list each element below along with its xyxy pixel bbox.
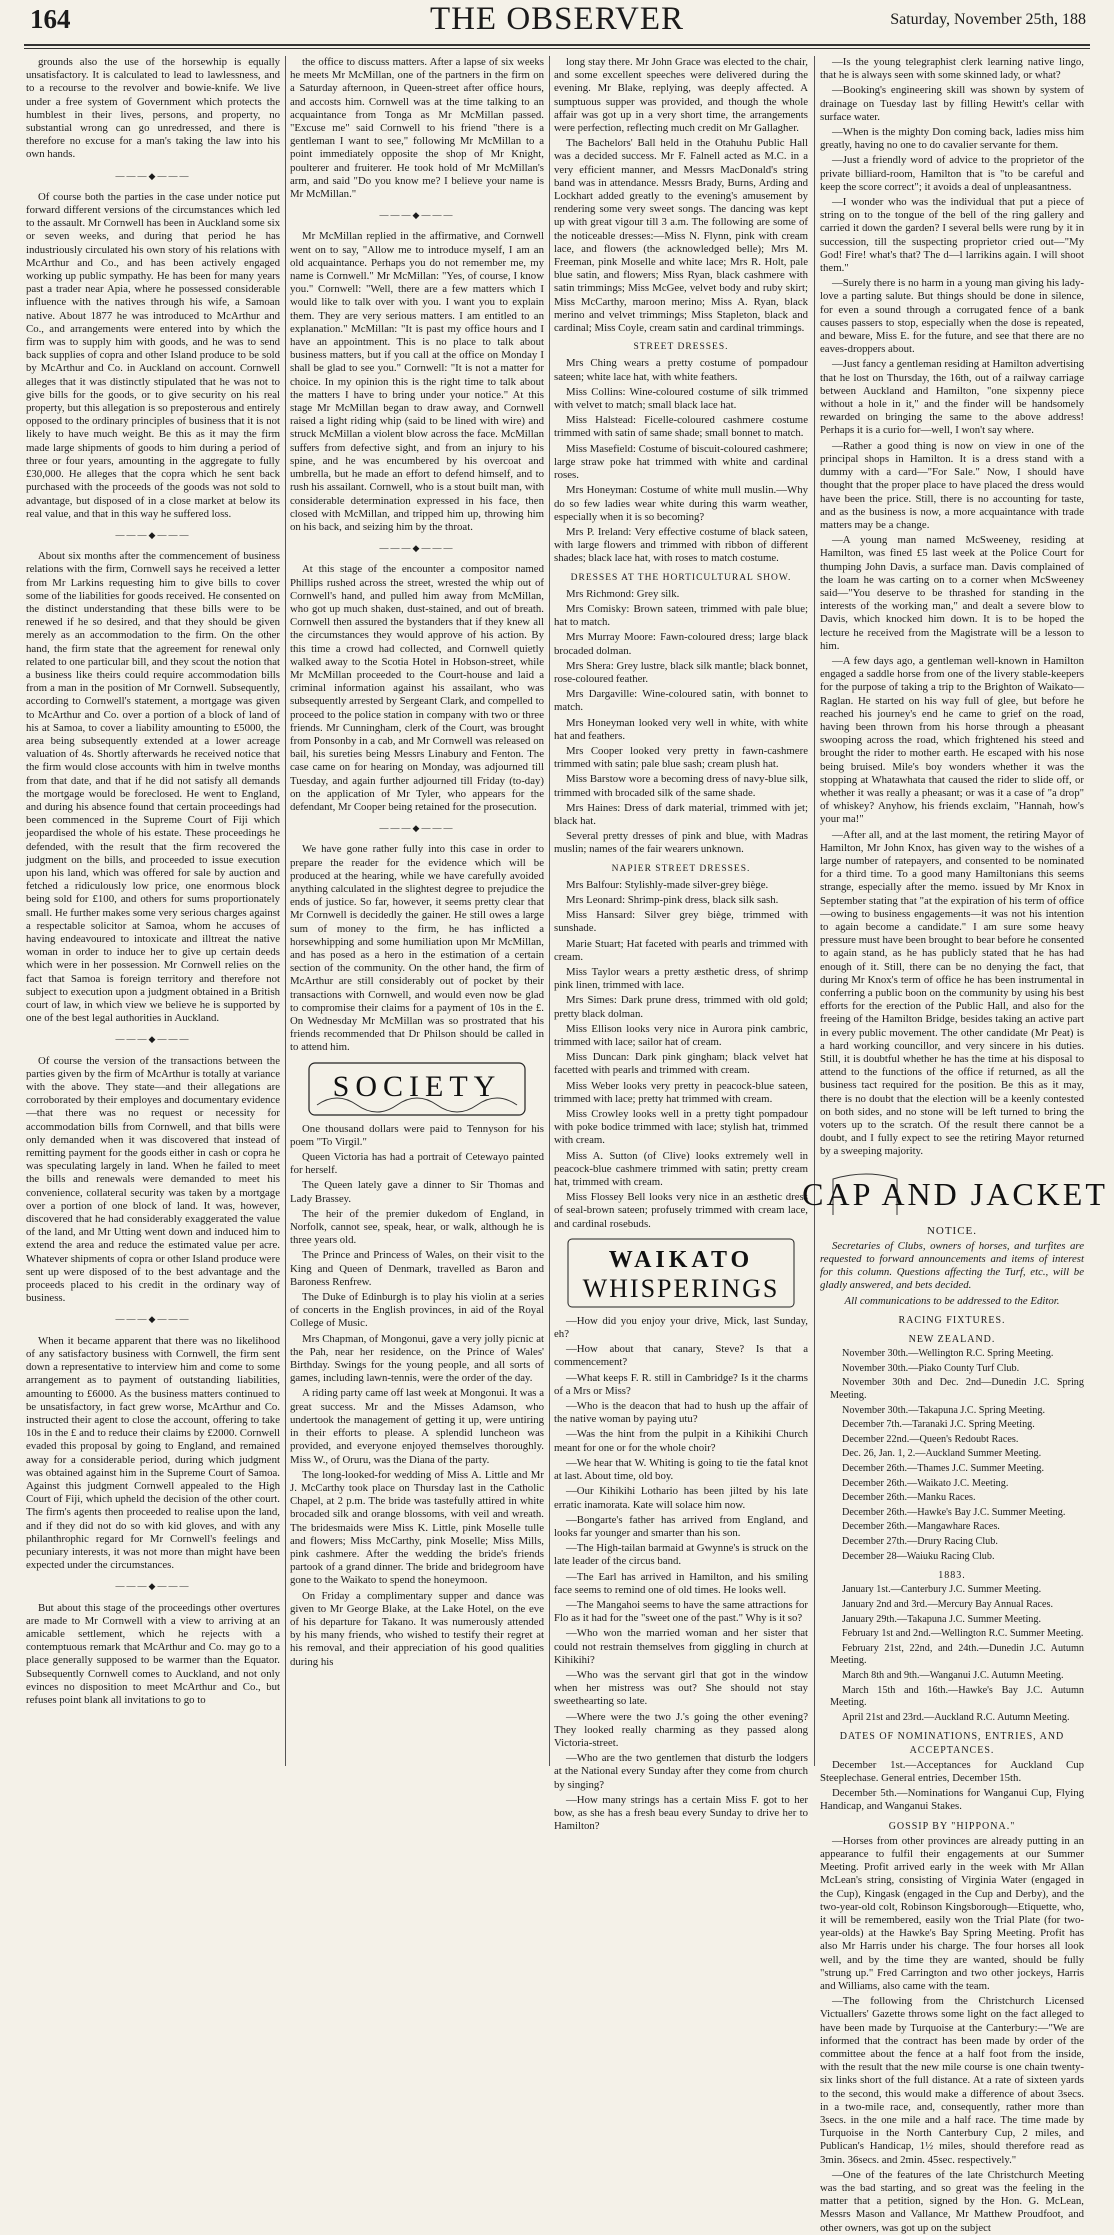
notice-address-line: All communications to be addressed to the Editor. (844, 1294, 1060, 1307)
society-banner (307, 1061, 527, 1117)
whisper-item: —Who won the married woman and her sister that could not restrain themselves from giggling in church at Kihikihi? (554, 1627, 808, 1666)
gossip-heading: GOSSIP BY "HIPPONA." (888, 1820, 1016, 1832)
column-2 (290, 56, 544, 1766)
gossip-item: —The following from the Christchurch Licensed Victuallers' Gazette throws some light on the fact alleged to have been made by Turquoise at the Canterbury:—"We are informed that the contract has been made by order of the committee about the fence at a half foot from the inside, with the result that the new mile course is one chain twenty-six links short of the full distance. At a rate of sixteen yards to the second, this would make a difference of about 3secs. in a two-mile race, and, consequently, rather more than 3secs. in the one mile and a half race. The time made by Turquoise in the North Canterbury Cup, 2 miles, and Publican's Handicap, 1½ miles, should therefore read as 3min. 36secs. and 2min. 45sec. respectively." (820, 1995, 1084, 2166)
whisper-item: —Booking's engineering skill was shown by system of drainage on Tuesday last by filling Hewitt's cellar with surface water. (820, 84, 1084, 123)
new-zealand-heading: NEW ZEALAND. (908, 1334, 996, 1346)
article-paragraph: grounds also the use of the horsewhip is equally unsatisfactory. It is calculated to lead to lawlessness, and to a recourse to the revolver and bowie-knife. We live under a free system of Government which protects the humblest in their lives, persons, and property, no substantial wrong can go unredressed, and there is therefore no excuse for a man's taking the law into his own hands. (26, 56, 280, 161)
article-paragraph: About six months after the commencement of business relations with the firm, Cornwell says he received a letter from Mr Larkins requesting him to give bills to cover some of the liabilities for goods received. He consented on the distinct understanding that these bills were to be renewed if he so desired, and that they should be given merely as an accommodation to the firm. On the other hand, the firm state that the agreement for renewal only related to one particular bill, and they scout the notion that a business like theirs could require accommodation bills from a man in the position of Mr Cornwell. Subsequently, according to Cornwell's statement, a mortgage was given to McArthur and Co. over a portion of a block of land of his at Samoa, to cover a liability amounting to £5000, the area being subsequently extended at a lower acreage valuation of 4s. Shortly afterwards he received notice that the firm would close accounts with him in twelve months from that date, and that if he did not satisfy all demands the mortgage would be foreclosed. He went to England, and during his absence found that certain proceedings had been commenced in the Supreme Court of Fiji which jeopardised the whole of his estate. These proceedings he defended, with the result that the firm recovered the judgment on the bills, and proceeded to issue execution upon his land, which was offered for sale by auction and fetched a ridiculously low price, one enormous block being sold for £100, and others for sums proportionately small. He further makes some very serious charges against a respectable solicitor at Samoa, whom he accuses of having endeavoured to intoxicate and illtreat the native woman in order to induce her to give up certain deeds which were in her possession. Mr Cornwell relies on the fact that Samoa is foreign territory and therefore not subject to execution upon a judgment obtained in a British court of law, in which view we believe he is supported by one of the best legal authorities in Auckland. (26, 550, 280, 1025)
society-item: The Queen lately gave a dinner to Sir Thomas and Lady Brassey. (290, 1179, 544, 1205)
dress-item: Miss Barstow wore a becoming dress of navy-blue silk, trimmed with brocaded silk of the same shade. (554, 773, 808, 799)
whisper-item: —Surely there is no harm in a young man giving his lady-love a parting salute. But things should be done in silence, for even a sound through a corrugated fence of a bank causes passers to stop, especially when the dose is repeated, and beware, Miss E. for the future, and see that there are no eaves-droppers about. (820, 277, 1084, 356)
whisper-item: —Who are the two gentlemen that disturb the lodgers at the National every Sunday after they come from church by singing? (554, 1752, 808, 1791)
society-item: Queen Victoria has had a portrait of Cetewayo painted for herself. (290, 1151, 544, 1177)
separator-ornament: ———◆——— (379, 210, 455, 221)
whisper-item: —A few days ago, a gentleman well-known in Hamilton engaged a saddle horse from one of the livery stable-keepers for the purpose of taking a trip to the Brighton of Waikato—Raglan. He started on his way full of glee, but before he reached his journey's end he came to grief on the road, having been thrown from his horse through a pheasant swooping across the road, which frightened his steed and brought the rider to mother earth. He escaped with his nose being bruised. Mile's boy wonders whether it was the stopping at Whatawhata that caused the rider to slide off, or whether it was really a pheasant; or was it a case of "a drop" of whiskey? Anyhow, his friends exclaim, "Hannah, how's your ma!" (820, 654, 1084, 826)
dress-item: Miss Crowley looks well in a pretty tight pompadour with poke bodice trimmed with lace; stylish hat, trimmed with cream. (554, 1108, 808, 1147)
fixture-item: November 30th.—Wellington R.C. Spring Meeting. (842, 1348, 1054, 1360)
dress-item: Mrs Leonard: Shrimp-pink dress, black silk sash. (566, 893, 779, 906)
fixture-item: February 21st, 22nd, and 24th.—Dunedin J.C. Autumn Meeting. (830, 1642, 1084, 1667)
separator-ornament: ———◆——— (379, 823, 455, 834)
cap-and-jacket-text: CAP AND JACKET (802, 1175, 1108, 1212)
dress-item: Miss Ellison looks very nice in Aurora pink cambric, trimmed with lace; sailor hat of cream. (554, 1022, 808, 1049)
fixture-item: February 1st and 2nd.—Wellington R.C. Summer Meeting. (842, 1628, 1084, 1640)
page-number: 164 (30, 4, 71, 34)
whisper-item: —The Earl has arrived in Hamilton, and his smiling face seems to remind one of old times. He looks well. (554, 1570, 808, 1596)
whisper-item: —Who was the servant girl that got in the window when her mistress was out? She should not stay sweethearting so late. (554, 1668, 808, 1708)
cap-and-jacket-banner (802, 1165, 1108, 1219)
fixture-item: December 26th.—Mangawhare Races. (842, 1521, 1000, 1533)
whisper-item: —What keeps F. R. still in Cambridge? Is it the charms of a Mrs or Miss? (554, 1371, 808, 1397)
whisper-item: —How about that canary, Steve? Is that a commencement? (554, 1343, 808, 1369)
whisper-item: —Was the hint from the pulpit in a Kihikihi Church meant for one or for the whole choir? (554, 1428, 808, 1454)
fixture-item: December 26th.—Hawke's Bay J.C. Summer Meeting. (842, 1506, 1066, 1518)
society-item: The long-looked-for wedding of Miss A. Little and Mr J. McCarthy took place on Thursday last in the Catholic Chapel, at 2 p.m. The bride was tastefully attired in white brocaded silk and orange blossoms, with veil and wreath. The bridesmaids were Miss K. Little, pink Moselle tulle and flowers; Miss McCarthy, pink Moselle; Miss Mills, pink cashmere. After the wedding the bride's friends partook of a grand dinner. The bride and bridegroom have gone to the Waikato to spend the honeymoon. (290, 1468, 544, 1587)
fixture-item: November 30th.—Takapuna J.C. Spring Meeting. (842, 1404, 1046, 1416)
dress-item: Miss Halstead: Ficelle-coloured cashmere costume trimmed with satin of same shade; small bonnet to match. (554, 414, 808, 440)
column-4 (802, 56, 1108, 2234)
article-paragraph: Of course both the parties in the case under notice put forward different versions of the circumstances which led to the assault. Mr Cornwell has been in Auckland some six or seven weeks, and during that period he has industriously circulated his own story of his relations with McArthur and Co., and has been actively engaged working up public sympathy. He has been for many years past a trader near Apia, where he possessed considerable influence with the natives through his wife, a Samoan native. About 1877 he was introduced to McArthur and Co., and arrangements were entered into by which the firm was to supply him with goods, and he was to send back supplies of copra and other Island produce to be sold by McArthur and Co. in Auckland on account. Cornwell alleges that it was distinctly stipulated that he was not to give bills for the goods, or to give security on his real property, but this allegation is so preposterous and entirely opposed to the ordinary principles of business that it is not likely to have much weight. Be this as it may the firm made large shipments of goods to him during a period of three or four years, amounting in the aggregate to fully £30,000. He alleges that the copra which he sent back purchased with the proceeds of the goods was not sold to advantage, but disposed of in a close market at below its real value, and that in this way he suffered loss. (26, 190, 280, 520)
whisper-item: —Rather a good thing is now on view in one of the principal shops in Hamilton. It is a dress stand with a dummy with a card—"For Sale." Now, I should have thought that the proper place to have placed the dress would have been the price. Still, there is no accounting for taste, and as the business is now, a more acquaintance with trade matters may be a change. (820, 439, 1084, 531)
article-paragraph: the office to discuss matters. After a lapse of six weeks he meets Mr McMillan, one of the partners in the firm on a Saturday afternoon, in Queen-street after office hours, and accosts him. Cornwell was at the time talking to an acquaintance from Tonga as Mr McMillan passed. "Excuse me" said Cornwell to his friend "there is a gentleman I want to see," following Mr McMillan to a point immediately opposite the shop of Mr Knight, poulterer and fruiterer. He took hold of Mr McMillan's arm, and said "Do you know me? I believe your name is Mr McMillan." (290, 56, 544, 201)
whisper-item: —After all, and at the last moment, the retiring Mayor of Hamilton, Mr John Knox, has given way to the wishes of a large number of ratepayers, and consented to be nominated for a third time. To a good many Hamiltonians this seems strange, especially after the memo. issued by Mr Knox in September stating that "at the expiration of his term of office—owing to business engagements—it was not his intention to again become a candidate." I am sure some heavy pressure must have been brought to bear before he consented to again stand, as he has publicly stated that he has had enough of it. Still, there can be no denying the fact, that during Mr Knox's term of office he has been instrumental in conferring a public boon on the community by using his best efforts for the erection of the Public Hall, and also for the freeing of the Hamilton Bridge, besides taking an active part in every public movement. The other candidate (Mr Peat) is a hard working councillor, and very sincere in his duties. Still, it is doubtful whether he has the time at his disposal to attend to the functions of the office if returned, as all the business tact required for the position. Be this as it may, there is no doubt that the election will be a keenly contested on both sides, and no stone will be left turned to bring the voters up to the scratch. Of the result there cannot be a doubt, and I fully expect to see the retiring Mayor returned by a sweeping majority. (820, 828, 1084, 1158)
separator-ornament: ———◆——— (379, 543, 455, 554)
society-item: One thousand dollars were paid to Tennyson for his poem "To Virgil." (290, 1122, 544, 1148)
whisper-item: —The Mangahoi seems to have the same attractions for Flo as it had for the "sweet one of the past." Why is it so? (554, 1598, 808, 1625)
whisper-item: —Just a friendly word of advice to the proprietor of the private billiard-room, Hamilton that is "to be careful and keep the score correct"; it avoids a deal of unpleasantness. (820, 154, 1084, 193)
whisper-item: —Bongarte's father has arrived from England, and looks far younger and smarter than his son. (554, 1513, 808, 1539)
society-item: A riding party came off last week at Mongonui. It was a great success. Mr and the Misses Adamson, who undertook the management of getting it up, were untiring in their efforts to please. A splendid luncheon was provided, and everyone enjoyed themselves thoroughly. Miss W., of Oruru, was the Diana of the party. (290, 1387, 544, 1466)
society-item: On Friday a complimentary supper and dance was given to Mr George Blake, at the Lake Hotel, on the eve of his departure for Takano. It was numerously attended by his many friends, who wished to testify their regret at his removal, and their appreciation of his good qualities during his (290, 1589, 544, 1668)
dress-item: Miss A. Sutton (of Clive) looks extremely well in peacock-blue cashmere trimmed with satin; pretty cream hat, trimmed with cream. (554, 1149, 808, 1189)
dress-item: Mrs Balfour: Stylishly-made silver-grey biège. (566, 878, 769, 891)
column-1 (26, 56, 280, 1766)
separator-ornament: ———◆——— (115, 529, 191, 540)
whisper-item: —A young man named McSweeney, residing at Hamilton, was fined £5 last week at the Police Court for thumping John Davis, a surface man. Davis complained of the loam he was carting on to a corner when McSweeney said—"You deserve to be thrashed for standing in the interests of the working man," and dealt a severe blow to Davis, which knocked him down. It is to be hoped the lecture he received from the Magistrate will be a lesson to him. (820, 534, 1084, 652)
dress-item: Miss Taylor wears a pretty æsthetic dress, of shrimp pink linen, trimmed with lace. (554, 966, 808, 992)
article-paragraph: But about this stage of the proceedings other overtures are made to Mr Cornwell with a view to arriving at an amicable settlement, which he rejects with a contemptuous remark that McArthur and Co. may go to a place generally supposed to be warmer than the Equator. Subsequently Cornwell comes to Auckland, and not only evinces no disposition to meet McArthur and Co., but refuses point blank all invitations to go to (26, 1601, 280, 1706)
fixture-item: December 26th.—Thames J.C. Summer Meeting. (842, 1463, 1045, 1475)
dress-item: Mrs Comisky: Brown sateen, trimmed with pale blue; hat to match. (554, 602, 808, 629)
issue-date: Saturday, November 25th, 188 (890, 11, 1086, 28)
nominations-heading: DATES OF NOMINATIONS, ENTRIES, AND ACCEPTANCES. (839, 1731, 1065, 1756)
dress-item: Mrs Haines: Dress of dark material, trimmed with jet; black hat. (554, 801, 808, 827)
dress-item: Miss Masefield: Costume of biscuit-coloured cashmere; large straw poke hat trimmed with white and cardinal roses. (554, 442, 808, 482)
dress-item: Mrs Cooper looked very pretty in fawn-cashmere trimmed with satin; pale blue sash; cream plush hat. (554, 744, 808, 771)
whisper-item: —When is the mighty Don coming back, ladies miss him greatly, having no one to do cavalier servante for them. (820, 126, 1084, 152)
gossip-item: —Horses from other provinces are already putting in an appearance to fulfil their engagements at our Summer Meeting. Profit arrived early in the week with Mr Allan McLean's string, consisting of Virginia Water (engaged in the Cup), Kingask (engaged in the Cup and Derby), and the two-year-old colt, Robinson Kingsborough—Etiquette, who, it will be remembered, easily won the Trial Plate (for two-year-olds) at the Hawke's Bay Spring Meeting. Profit has also Mr Harris under his charge. The four horses all look well, and by the time they are wanted, should be fully "strung up." Fred Carrington and two other jockeys, Harris and Williams, also came with the team. (820, 1834, 1084, 1992)
section-heading: NAPIER STREET DRESSES. (611, 863, 751, 874)
notice-heading: NOTICE. (926, 1224, 978, 1237)
fixture-item: January 2nd and 3rd.—Mercury Bay Annual Races. (842, 1598, 1054, 1610)
fixture-item: March 15th and 16th.—Hawke's Bay J.C. Autumn Meeting. (830, 1684, 1084, 1709)
fixture-item: November 30th.—Piako County Turf Club. (842, 1362, 1020, 1374)
separator-ornament: ———◆——— (115, 1314, 191, 1325)
section-heading: DRESSES AT THE HORTICULTURAL SHOW. (570, 572, 792, 583)
society-item: Mrs Chapman, of Mongonui, gave a very jolly picnic at the Pah, near her residence, on the Prince of Wales' Birthday. Swings for the young people, and all sorts of games, including lawn-tennis, were the order of the day. (290, 1332, 544, 1385)
gossip-item: —One of the features of the late Christchurch Meeting was the bad starting, and so great was the feeling in the matter that a petition, signed by the Hon. G. McLean, Messrs Mason and Vallance, Mr Matthew Proudfoot, and other owners, was got up on the subject (820, 2168, 1084, 2234)
fixture-item: April 21st and 23rd.—Auckland R.C. Autumn Meeting. (842, 1711, 1070, 1723)
article-paragraph: Mr McMillan replied in the affirmative, and Cornwell went on to say, "Allow me to introduce myself, I am an old acquaintance. Perhaps you do not remember me, my name is Cornwell." Mr McMillan: "Yes, of course, I know you." Cornwell: "Well, there are a few matters which I would like to talk over with you. I want you to explain them. They are very serious matters. I am entitled to an explanation." McMillan: "It is past my office hours and I have an appointment. This is no place to talk about business matters, but if you call at the office on Monday I shall be glad to see you." Cornwell: "It is not a matter for choice. In my opinion this is the right time to talk about the matters I have to bring under your notice." At this stage Mr McMillan began to draw away, and Cornwell raised a light riding whip (said to be lined with wire) and struck McMillan a violent blow across the face. McMillan suffers from defective sight, and from an injury to his spine, and he was encumbered by his overcoat and umbrella, but he made an effort to defend himself, and to rush his assailant. Cornwell, who is a stout built man, with considerable determination expressed in his face, then closed with McMillan, and tripped him up, throwing him on his back, and seizing him by the throat. (290, 230, 544, 533)
dress-item: Miss Flossey Bell looks very nice in an æsthetic dress of seal-brown sateen; profusely trimmed with cream lace, and cardinal rosebuds. (554, 1191, 808, 1230)
whisper-item: —The High-tailan barmaid at Gwynne's is struck on the late leader of the circus band. (554, 1542, 808, 1568)
header-rule-thin (24, 48, 1090, 49)
dress-item: Mrs Dargaville: Wine-coloured satin, with bonnet to match. (554, 688, 808, 714)
waikato-whisperings-banner (566, 1237, 796, 1309)
column-divider (814, 56, 815, 1766)
dress-item: Mrs Honeyman looked very well in white, with white hat and feathers. (554, 716, 808, 742)
nominations-item: December 1st.—Acceptances for Auckland Cup Steeplechase. General entries, December 15th. (820, 1758, 1084, 1784)
dress-item: Miss Hansard: Silver grey biège, trimmed with sunshade. (554, 909, 808, 935)
dress-item: Mrs Murray Moore: Fawn-coloured dress; large black brocaded dolman. (554, 631, 808, 657)
article-paragraph: We have gone rather fully into this case in order to prepare the reader for the evidence which will be produced at the hearing, while we have carefully avoided anything calculated in the slightest degree to prejudice the ends of justice. So far, however, it seems pretty clear that Mr Cornwell is decidedly the gainer. He still owes a large sum of money to the firm, he has inflicted a horsewhipping and some humiliation upon Mr McMillan, and has posed as a hero in the estimation of a certain section of the community. On the other hand, the firm of McArthur are still considerably out of pocket by their transactions with Cornwell, and would even now be glad to compromise their claims for a payment of 10s in the £. On Wednesday Mr McMillan was so prostrated that his friends recommended that Dr Philson should be called in to attend him. (290, 843, 544, 1054)
header-rule (24, 44, 1090, 46)
waikato-banner-line1: WAIKATO (608, 1246, 754, 1273)
fixture-item: March 8th and 9th.—Wanganui J.C. Autumn Meeting. (842, 1669, 1064, 1681)
whisper-item: —I wonder who was the individual that put a piece of string on to the tongue of the bell of the ring gallery and carried it down the garden? I several bells were rung by it in succession, till the suspecting proprietor cried out—"My God! Fire! what's that? The d—l larrikins again. I will shoot them." (820, 196, 1084, 275)
dress-item: Mrs Richmond: Grey silk. (566, 587, 680, 600)
fixture-item: January 1st.—Canterbury J.C. Summer Meeting. (842, 1584, 1042, 1596)
dress-item: Miss Weber looks very pretty in peacock-blue sateen, trimmed with lace; pretty hat trimmed with cream. (554, 1079, 808, 1105)
dress-item: Mrs Shera: Grey lustre, black silk mantle; black bonnet, rose-coloured feather. (554, 659, 808, 685)
waikato-banner-line2: WHISPERINGS (582, 1273, 780, 1303)
whisper-item: —How did you enjoy your drive, Mick, last Sunday, eh? (554, 1314, 808, 1341)
whisper-item: —Is the young telegraphist clerk learning native lingo, that he is always seen with some skinned lady, or what? (820, 56, 1084, 82)
whisper-item: —Just fancy a gentleman residing at Hamilton advertising that he lost on Thursday, the 16th, out of a railway carriage between Auckland and Hamilton, "one sixpenny piece without a hole in it," and the finder will be handsomely rewarded on bringing the same to the above address! Perhaps it is a curio for—well, I won't say where. (820, 358, 1084, 437)
article-paragraph: When it became apparent that there was no likelihood of any satisfactory business with Cornwell, the firm sent down a representative to interview him and come to some arrangement as to payment of outstanding liabilities, amounting to £6000. As the business matters continued to be unsatisfactory, in fact grew worse, McArthur and Co. instructed their agent to close the account, offering to take 10s in the £ and to reduce their claims by £2000. Cornwell evaded this proposal by going to England, and remained away for a considerable period, during which judgment was obtained against him in the Supreme Court of Samoa. Against this judgment Cornwell appealed to the High Court of Fiji, which upheld the decision of the other court. The firm's agents then proceeded to realise upon the land, and if they did not do so with kid gloves, and with any philanthrophic regard for Mr Cornwell's feelings and pecuniary interests, it was not more than might have been expected under the circumstances. (26, 1334, 280, 1572)
masthead: THE OBSERVER (429, 1, 685, 37)
dress-item: Mrs Simes: Dark prune dress, trimmed with old gold; pretty black dolman. (554, 994, 808, 1020)
dress-item: Miss Duncan: Dark pink gingham; black velvet hat facetted with pearls and trimmed with cream. (554, 1051, 808, 1077)
society-item: The Bachelors' Ball held in the Otahuhu Public Hall was a decided success. Mr F. Falnell acted as M.C. in a very efficient manner, and Messrs MacDonald's string band was in attendance. Messrs Brady, Burns, Arding and Lockhart added greatly to the evening's amusement by rendering some very sweet songs. The dancing was kept up with great vigour till 3 a.m. The following are some of the noticeable dresses:—Miss N. Flynn, pink with cream lace, and flowers (the acknowledged belle); Mrs M. Freeman, pink Moselle and white lace; Mrs R. Holt, pale blue satin, and flowers; Miss Ryan, black cashmere with satin trimmings; Miss McGee, velvet body and ruby skirt; Miss McCarthy, maroon merino; Miss A. Ryan, black merino and velvet trimmings; Miss Stapleton, black and cardinal; Miss Coyle, cream satin and cardinal trimmings. (554, 137, 808, 335)
separator-ornament: ———◆——— (115, 1034, 191, 1045)
dress-item: Several pretty dresses of pink and blue, with Madras muslin; names of the fair wearers unknown. (554, 830, 808, 856)
fixture-item: December 22nd.—Queen's Redoubt Races. (842, 1433, 1019, 1445)
article-paragraph: At this stage of the encounter a compositor named Phillips rushed across the street, wrested the whip out of Cornwell's hand, and pulled him away from McMillan, who got up much shaken, dust-stained, and out of breath. Cornwell then assured the bystanders that if they knew all the circumstances they would approve of his action. By this time a crowd had collected, and Cornwell quietly walked away to the Scotia Hotel in Hobson-street, while Mr McMillan proceeded to the Court-house and laid a criminal information against his assailant, who was subsequently arrested by Sergeant Clark, and compelled to proceed to the police station in company with two or three friends. Mr Cunningham, clerk of the Court, was brought from Ponsonby in a cab, and Mr Cornwell was released on bail, his sureties being Messrs Linabury and Fenton. The case came on for hearing on Monday, was adjourned till Tuesday, and again further adjourned till Friday (to-day) on the application of Mr Tyler, who appears for the defendant, Mr Cooper being retained for the prosecution. (290, 563, 544, 813)
column-divider (549, 56, 550, 1766)
whisper-item: —Who is the deacon that had to hush up the affair of the native woman by paying utu? (554, 1400, 808, 1426)
society-item: The Duke of Edinburgh is to play his violin at a series of concerts in the English provinces, in aid of the Royal College of Music. (290, 1291, 544, 1330)
racing-fixtures-heading: RACING FIXTURES. (898, 1314, 1006, 1326)
society-item: long stay there. Mr John Grace was elected to the chair, and some excellent speeches were delivered during the evening. Mr Blake, replying, was deeply affected. A sumptuous supper was provided, and though the whole affair was got up in a very short time, the arrangements were perfection, reflecting much credit on Mr Gallagher. (554, 56, 808, 135)
whisper-item: —Where were the two J.'s going the other evening? They looked really charming as they passed along Victoria-street. (554, 1710, 808, 1749)
whisper-item: —We hear that W. Whiting is going to tie the fatal knot at last. About time, old boy. (554, 1456, 808, 1483)
dress-item: Marie Stuart; Hat faceted with pearls and trimmed with cream. (554, 937, 808, 963)
whisper-item: —Our Kihikihi Lothario has been jilted by his late erratic inamorata. Kate will solace him now. (554, 1485, 808, 1511)
fixture-item: Dec. 26, Jan. 1, 2.—Auckland Summer Meeting. (842, 1448, 1042, 1460)
dress-item: Mrs Honeyman: Costume of white mull muslin.—Why do so few ladies wear white during this warm weather, especially when it is so becoming? (554, 484, 808, 523)
society-item: The Prince and Princess of Wales, on their visit to the King and Queen of Denmark, travelled as Baron and Baroness Renfrew. (290, 1249, 544, 1288)
dress-item: Miss Collins: Wine-coloured costume of silk trimmed with velvet to match; small black lace hat. (554, 385, 808, 412)
fixture-item: December 27th.—Drury Racing Club. (842, 1536, 998, 1547)
dress-item: Mrs Ching wears a pretty costume of pompadour sateen; white lace hat, with white feathers. (554, 357, 808, 383)
year-heading: 1883. (938, 1570, 966, 1582)
whisper-item: —How many strings has a certain Miss F. got to her bow, as she has a fresh beau every Sunday to drive her to Hamilton? (554, 1793, 808, 1833)
fixture-item: January 29th.—Takapuna J.C. Summer Meeting. (842, 1613, 1042, 1625)
society-banner-text: SOCIETY (332, 1069, 502, 1103)
column-3 (554, 56, 808, 1833)
separator-ornament: ———◆——— (115, 1581, 191, 1592)
dress-item: Mrs P. Ireland: Very effective costume of black sateen, with large flowers and trimmed with ribbon of different shades; black lace hat, with roses to match costume. (554, 525, 808, 565)
notice-text: Secretaries of Clubs, owners of horses, and turfites are requested to forward announcements and items of interest for this column. Questions affecting the Turf, etc., will be gladly answered, and bets decided. (820, 1239, 1084, 1292)
fixture-item: December 28—Waiuku Racing Club. (842, 1550, 995, 1562)
section-heading: STREET DRESSES. (633, 342, 729, 353)
article-paragraph: Of course the version of the transactions between the parties given by the firm of McArthur is totally at variance with the above. They state—and their allegations are corroborated by their employes and documentary evidence—that there was no request or necessity for accommodation bills from Cornwell, and that bills were only demanded when it was discovered that instead of remitting payment for the goods either in cash or copra he was speculating largely in land. When he failed to meet the bills and renewals were demanded to meet his convenience, collateral security was taken by a mortgage over a portion of one block of land. It was, however, discovered that he had considerably exaggerated the value of the land, and Mr Utting went down and induced him to extend the area and reduce the estimated value per acre. Whatever shipments of copra or other Island produce were sent up were disposed of to the best advantage and the proceeds placed to his credit in the ordinary way of business. (26, 1054, 280, 1305)
nominations-item: December 5th.—Nominations for Wanganui Cup, Flying Handicap, and Wanganui Stakes. (820, 1787, 1084, 1813)
page-header (24, 0, 1090, 46)
separator-ornament: ———◆——— (115, 170, 191, 181)
fixture-item: December 7th.—Taranaki J.C. Spring Meeting. (842, 1419, 1035, 1431)
fixture-item: December 26th.—Manku Races. (842, 1492, 976, 1504)
fixture-item: November 30th and Dec. 2nd—Dunedin J.C. Spring Meeting. (830, 1377, 1084, 1402)
column-divider (285, 56, 286, 1766)
society-item: The heir of the premier dukedom of England, in Norfolk, cannot see, speak, hear, or walk, although he is three years old. (290, 1207, 544, 1247)
fixture-item: December 26th.—Waikato J.C. Meeting. (842, 1477, 1009, 1489)
